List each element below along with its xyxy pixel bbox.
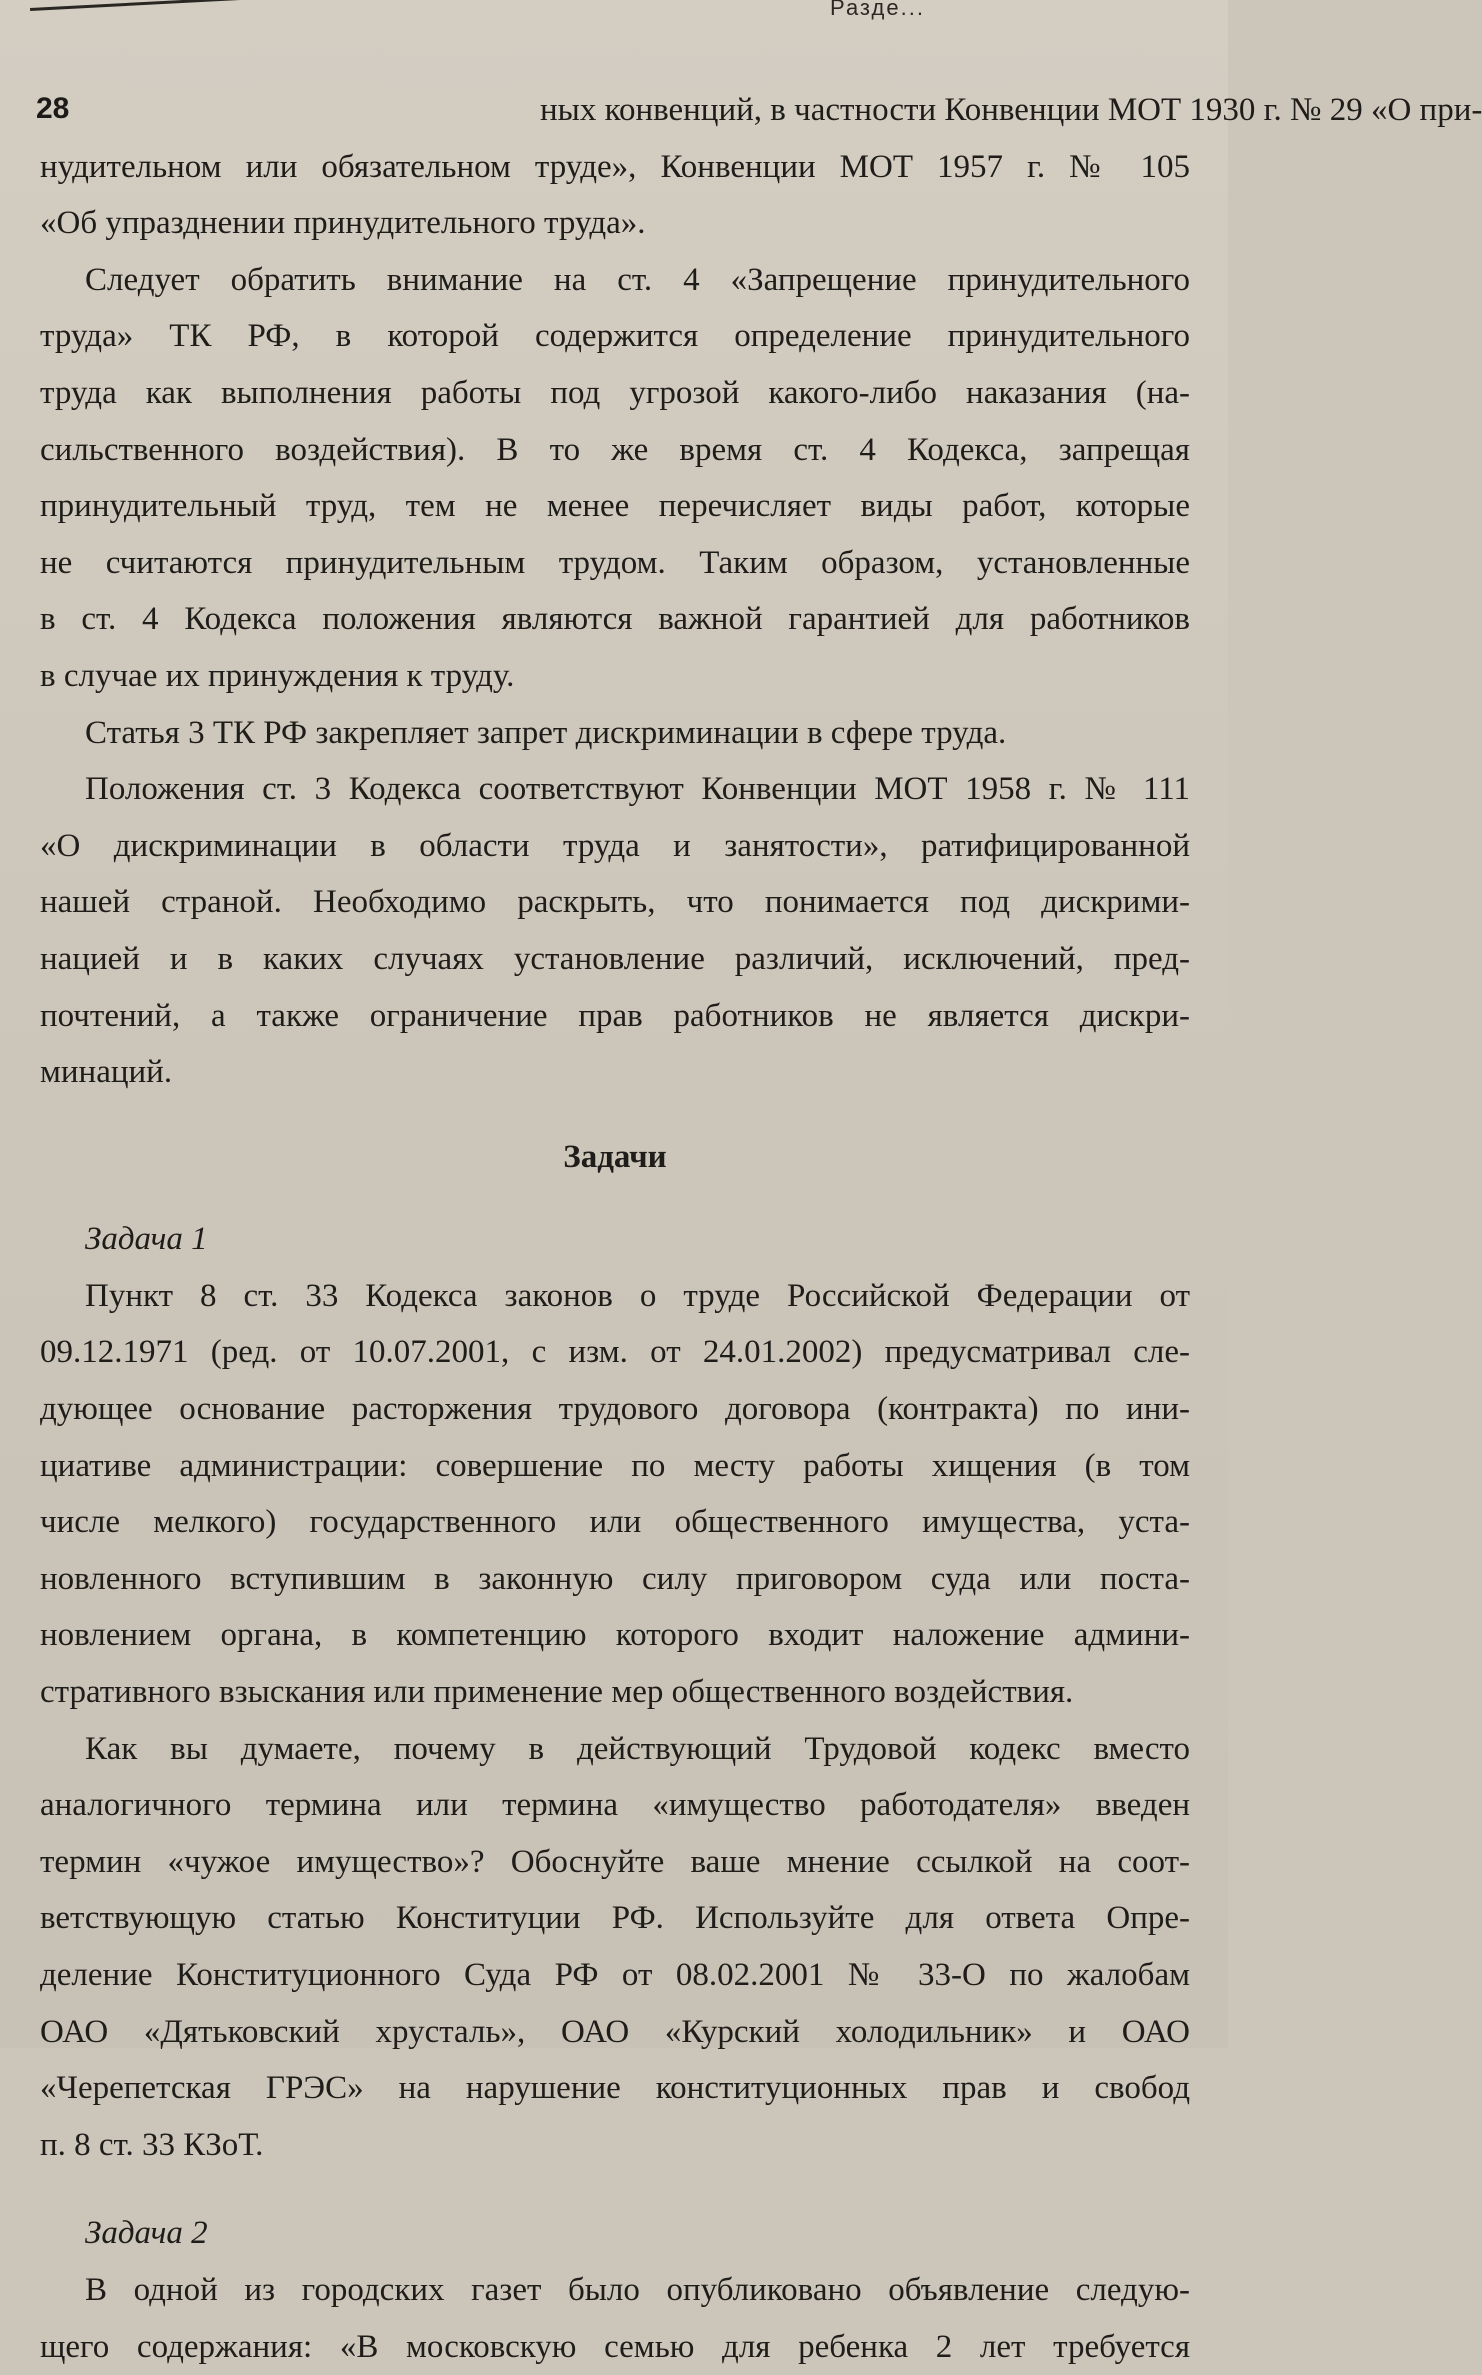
text-line: деление Конституционного Суда РФ от 08.02.2001 № 33-О по жалобам (40, 1957, 1190, 1993)
text-line: Как вы думаете, почему в действующий Трудовой кодекс вместо (85, 1730, 1190, 1767)
paragraph (40, 2262, 1190, 2375)
task-title: Задача 1 (85, 1221, 208, 1258)
text-line: Положения ст. 3 Кодекса соответствуют Конвенции МОТ 1958 г. № 111 (85, 771, 1190, 808)
section-heading: Задачи (563, 1138, 667, 1175)
intro-paragraph (40, 82, 1482, 252)
text-line: нацией и в каких случаях установление различий, исключений, пред- (40, 940, 1190, 977)
task-title: Задача 2 (85, 2215, 208, 2252)
text-line: Следует обратить внимание на ст. 4 «Запрещение принудительного (85, 261, 1190, 298)
text-line: «Об упразднении принудительного труда». (40, 205, 646, 242)
text-line: почтений, а также ограничение прав работников не является дискри- (40, 997, 1190, 1034)
text-line: новленного вступившим в законную силу приговором суда или поста- (40, 1560, 1190, 1597)
paragraph (40, 252, 1190, 705)
spacer (40, 2173, 1190, 2199)
text-line: принудительный труд, тем не менее перечисляет виды работ, которые (40, 488, 1190, 525)
text-line: числе мелкого) государственного или общественного имущества, уста- (40, 1504, 1190, 1541)
page-content (40, 82, 1482, 2375)
text-line: В одной из городских газет было опубликовано объявление следую- (85, 2271, 1190, 2308)
running-head: Разде... (830, 0, 925, 20)
text-line: труда как выполнения работы под угрозой какого-либо наказания (на- (40, 374, 1190, 411)
text-line: аналогичного термина или термина «имущество работодателя» введен (40, 1787, 1190, 1824)
text-line: дующее основание расторжения трудового договора (контракта) по ини- (40, 1391, 1190, 1428)
text-line: «О дискриминации в области труда и занятости», ратифицированной (40, 827, 1190, 864)
text-line: ных конвенций, в частности Конвенции МОТ 1930 г. № 29 «О при- (540, 92, 1482, 128)
text-line: Статья 3 ТК РФ закрепляет запрет дискриминации в сфере труда. (85, 714, 1007, 751)
text-line: ветствующую статью Конституции РФ. Используйте для ответа Опре- (40, 1900, 1190, 1937)
text-line: новлением органа, в компетенцию которого входит наложение админи- (40, 1617, 1190, 1654)
text-line: нашей страной. Необходимо раскрыть, что понимается под дискрими- (40, 884, 1190, 921)
text-line: 09.12.1971 (ред. от 10.07.2001, с изм. от 24.01.2002) предусматривал сле- (40, 1334, 1190, 1371)
text-line: в случае их принуждения к труду. (40, 657, 515, 694)
text-line: стративного взыскания или применение мер общественного воздействия. (40, 1674, 1074, 1711)
paragraph (40, 1268, 1190, 1721)
text-line: минаций. (40, 1054, 173, 1091)
text-line: термин «чужое имущество»? Обоснуйте ваше мнение ссылкой на соот- (40, 1843, 1190, 1880)
text-line: Пункт 8 ст. 33 Кодекса законов о труде Российской Федерации от (85, 1277, 1190, 1314)
page-number: 28 (36, 92, 70, 125)
text-line: в ст. 4 Кодекса положения являются важной гарантией для работников (40, 601, 1190, 638)
text-line: «Черепетская ГРЭС» на нарушение конституционных прав и свобод (40, 2070, 1190, 2107)
paragraph (40, 761, 1190, 1101)
text-line: циативе администрации: совершение по месту работы хищения (в том (40, 1447, 1190, 1484)
text-line: труда» ТК РФ, в которой содержится определение принудительного (40, 318, 1190, 355)
text-line: не считаются принудительным трудом. Таким образом, установленные (40, 544, 1190, 581)
text-line: сильственного воздействия). В то же время ст. 4 Кодекса, запрещая (40, 431, 1190, 468)
text-line: ОАО «Дятьковский хрусталь», ОАО «Курский холодильник» и ОАО (40, 2013, 1190, 2050)
text-line: щего содержания: «В московскую семью для ребенка 2 лет требуется (40, 2328, 1190, 2365)
paragraph (40, 1721, 1190, 2174)
text-line: нудительном или обязательном труде», Конвенции МОТ 1957 г. № 105 (40, 148, 1190, 185)
paragraph (40, 705, 1190, 762)
text-line: п. 8 ст. 33 КЗоТ. (40, 2126, 264, 2163)
